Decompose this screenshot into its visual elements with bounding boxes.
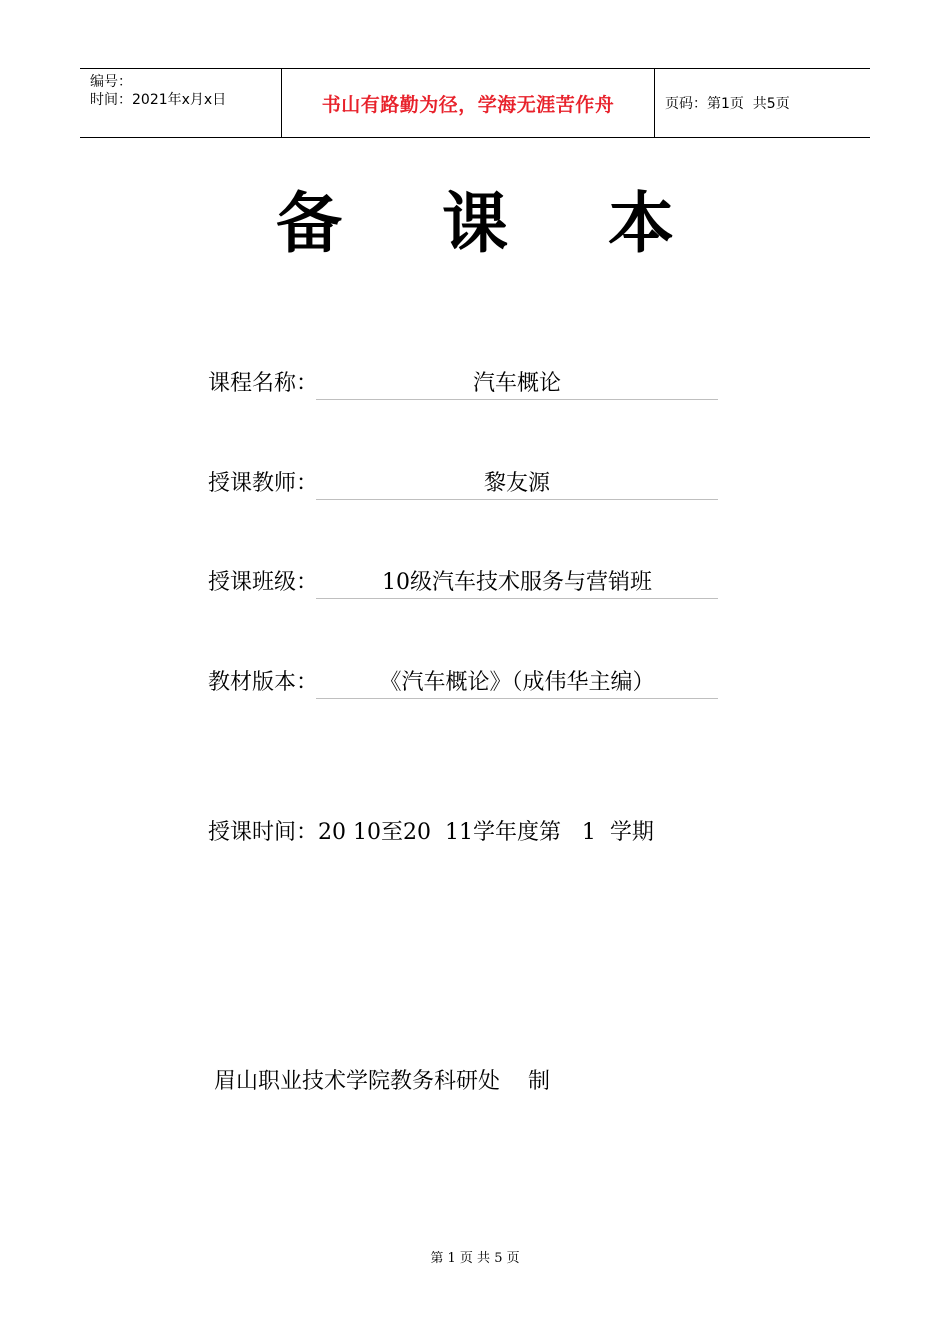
- issuing-office: 眉山职业技术学院教务科研处 制: [214, 1069, 550, 1094]
- class-label: 授课班级：: [208, 570, 319, 595]
- textbook-label: 教材版本：: [208, 670, 319, 695]
- title-char-3: 本: [608, 185, 674, 262]
- document-title: [0, 170, 950, 265]
- time-label: 时间：2021年x月x日: [90, 92, 227, 108]
- teacher-label: 授课教师：: [208, 471, 319, 496]
- number-label: 编号：: [90, 74, 132, 90]
- course-name-label: 课程名称：: [208, 371, 319, 396]
- class-value: 10级汽车技术服务与营销班: [316, 565, 718, 599]
- page-footer: 第 1 页 共 5 页: [430, 1251, 520, 1266]
- textbook-value: 《汽车概论》（成伟华主编）: [316, 665, 718, 699]
- header-motto: 书山有路勤为径，学海无涯苦作舟: [282, 69, 655, 137]
- page-info-text: 页码：第1页 共5页: [665, 96, 790, 112]
- teaching-term: 授课时间：20 10至20 11学年度第 1 学期: [208, 820, 654, 845]
- teacher-value: 黎友源: [316, 466, 718, 500]
- header-meta: [80, 69, 282, 137]
- header-page-info: [655, 69, 870, 137]
- title-char-2: 课: [442, 185, 508, 262]
- title-char-1: 备: [276, 185, 342, 262]
- course-name-value: 汽车概论: [316, 366, 718, 400]
- page-header: [80, 68, 870, 138]
